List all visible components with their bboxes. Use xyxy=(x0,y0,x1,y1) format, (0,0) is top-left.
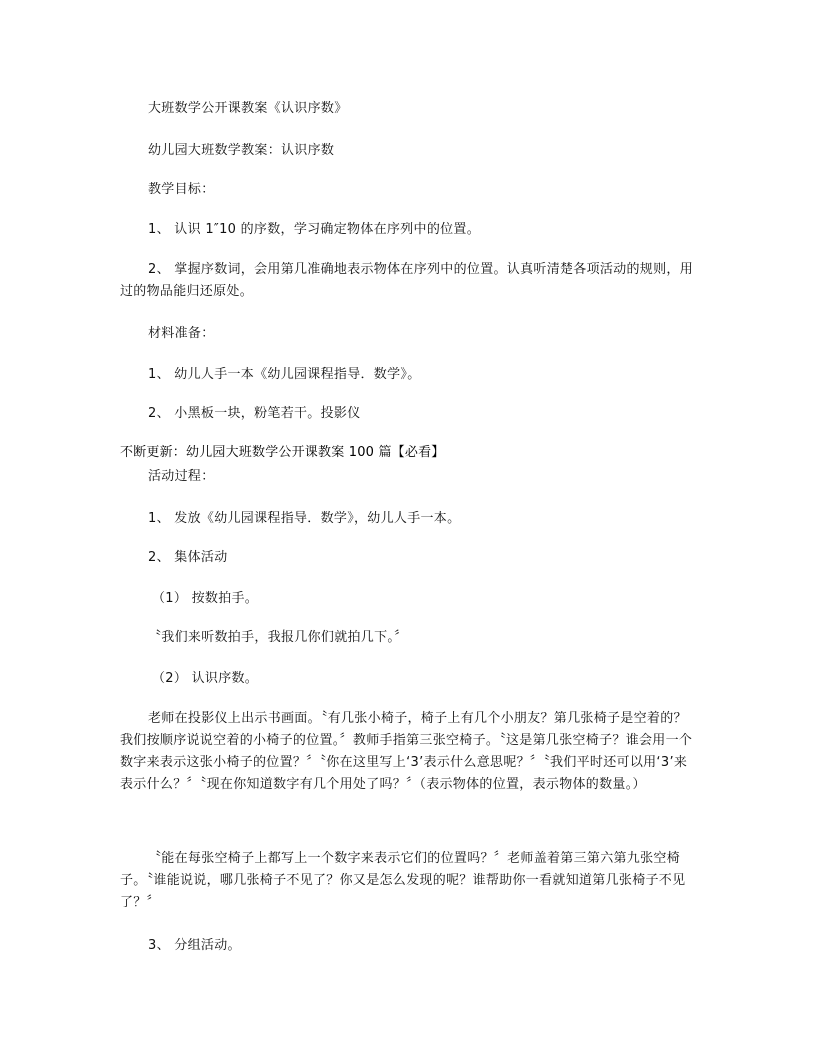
process-heading: 活动过程： xyxy=(148,469,215,484)
paragraph-1: 老师在投影仪上出示书画面。〝有几张小椅子，椅子上有几个小朋友？第几张椅子是空着的？我们按顺序说说空着的小椅子的位置。〞教师手指第三张空椅子。〝这是第几张空椅子？谁会用一个数字来表示这张小椅子的位置？〞〝你在这里写上‘3’表示什么意思呢？〞〝我们平时还可以用‘3’来表示什么？〞〝现在你知道数字有几个用处了吗？〞（表示物体的位置，表示物体的数量。） xyxy=(120,711,693,792)
step-item-2: 2、 集体活动 xyxy=(148,550,228,565)
material-item-2: 2、 小黑板一块，粉笔若干。投影仪 xyxy=(148,406,361,421)
step-item-1: 1、 发放《幼儿园课程指导．数学》，幼儿人手一本。 xyxy=(148,511,461,526)
goals-heading: 教学目标： xyxy=(148,182,215,197)
goal-item-2: 2、 掌握序数词，会用第几准确地表示物体在序列中的位置。认真听清楚各项活动的规则，用过的物品能归还原处。 xyxy=(120,262,694,299)
document-title: 大班数学公开课教案《认识序数》 xyxy=(148,101,348,116)
sub-step-1: （1） 按数拍手。 xyxy=(152,591,259,606)
update-banner: 不断更新：幼儿园大班数学公开课教案 100 篇【必看】 xyxy=(120,445,445,460)
step-item-3: 3、 分组活动。 xyxy=(148,938,241,953)
paragraph-2: 〝能在每张空椅子上都写上一个数字来表示它们的位置吗？〞老师盖着第三第六第九张空椅子。〝谁能说说，哪几张椅子不见了？你又是怎么发现的呢？谁帮助你一看就知道第几张椅子不见了？〞 xyxy=(120,851,686,910)
sub-step-2: （2） 认识序数。 xyxy=(152,671,259,686)
goal-item-1: 1、 认识 1″10 的序数，学习确定物体在序列中的位置。 xyxy=(148,222,481,237)
materials-heading: 材料准备： xyxy=(148,326,215,341)
quote-1: 〝我们来听数拍手，我报几你们就拍几下。〞 xyxy=(148,630,408,645)
material-item-1: 1、 幼儿人手一本《幼儿园课程指导．数学》。 xyxy=(148,367,421,382)
document-subtitle: 幼儿园大班数学教案：认识序数 xyxy=(148,143,335,158)
